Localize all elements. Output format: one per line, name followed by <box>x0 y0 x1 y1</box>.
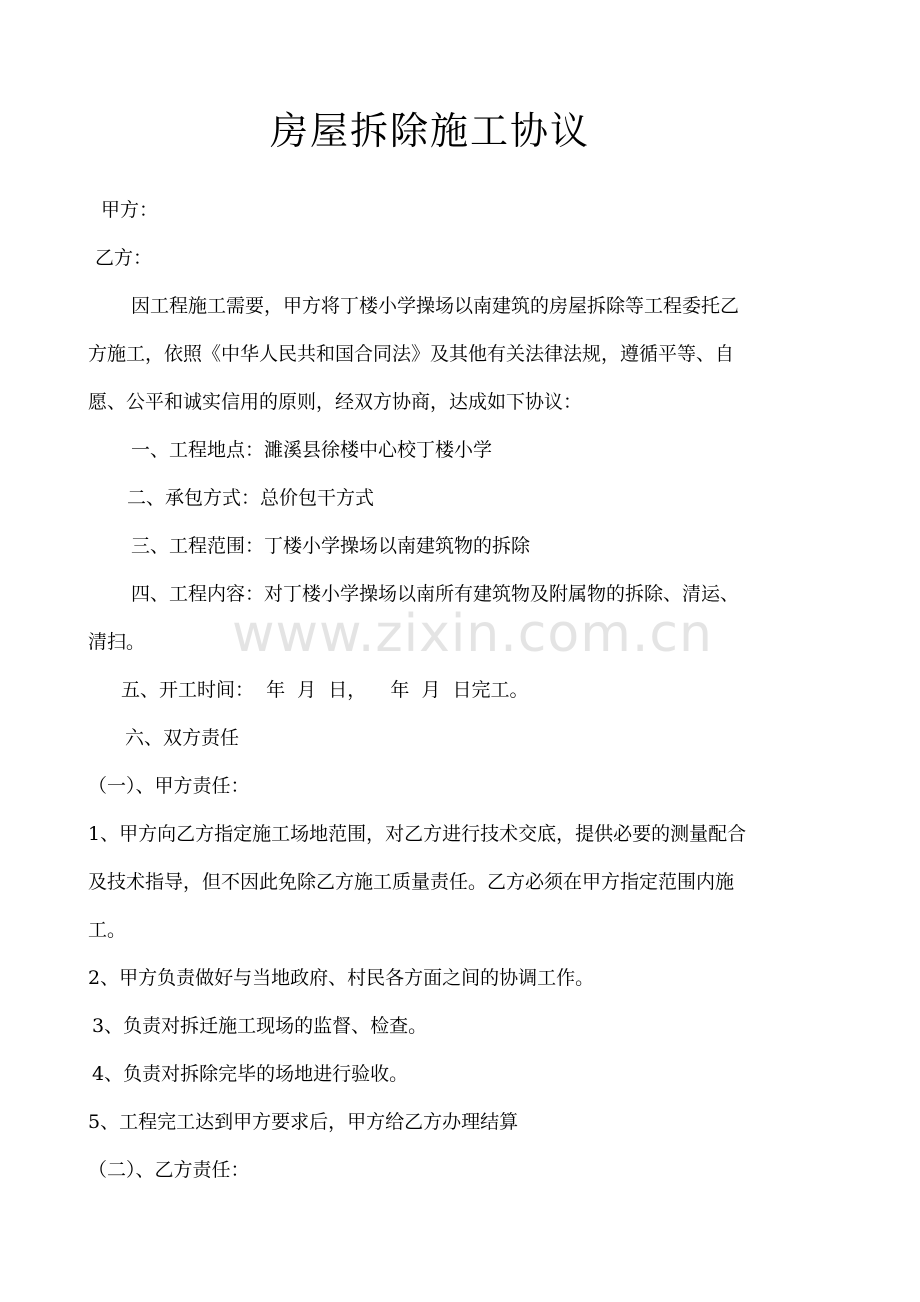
party-a-duties-heading: （一）、甲方责任： <box>88 775 250 797</box>
clause-location: 一、工程地点：濉溪县徐楼中心校丁楼小学 <box>131 439 493 461</box>
clause-contract-method: 二、承包方式：总价包干方式 <box>127 487 375 509</box>
party-b-label: 乙方： <box>95 247 153 269</box>
clause-scope: 三、工程范围：丁楼小学操场以南建筑物的拆除 <box>131 535 531 557</box>
party-a-label: 甲方： <box>101 199 159 221</box>
party-a-duty-1-line-3: 工。 <box>88 919 127 941</box>
party-a-duty-3: 3、负责对拆迁施工现场的监督、检查。 <box>92 1015 428 1037</box>
clause-content-line-1: 四、工程内容：对丁楼小学操场以南所有建筑物及附属物的拆除、清运、 <box>131 583 740 605</box>
party-a-duty-1-line-2: 及技术指导，但不因此免除乙方施工质量责任。乙方必须在甲方指定范围内施 <box>88 871 735 893</box>
watermark: www.zixin.com.cn <box>232 604 713 664</box>
intro-line-2: 方施工，依照《中华人民共和国合同法》及其他有关法律法规，遵循平等、自 <box>88 343 735 365</box>
intro-line-1: 因工程施工需要，甲方将丁楼小学操场以南建筑的房屋拆除等工程委托乙 <box>131 295 740 317</box>
party-a-duty-2: 2、甲方负责做好与当地政府、村民各方面之间的协调工作。 <box>88 967 595 989</box>
party-a-duty-1-line-1: 1、甲方向乙方指定施工场地范围，对乙方进行技术交底，提供必要的测量配合 <box>88 823 747 845</box>
clause-responsibilities: 六、双方责任 <box>125 727 240 749</box>
clause-content-line-2: 清扫。 <box>88 631 146 653</box>
party-a-duty-4: 4、负责对拆除完毕的场地进行验收。 <box>92 1063 409 1085</box>
party-b-duties-heading: （二）、乙方责任： <box>88 1159 250 1181</box>
document-title: 房屋拆除施工协议 <box>269 109 590 153</box>
party-a-duty-5: 5、工程完工达到甲方要求后，甲方给乙方办理结算 <box>88 1111 519 1133</box>
clause-schedule: 五、开工时间： 年 月 日， 年 月 日完工。 <box>121 679 529 701</box>
intro-line-3: 愿、公平和诚实信用的原则，经双方协商，达成如下协议： <box>88 391 583 413</box>
